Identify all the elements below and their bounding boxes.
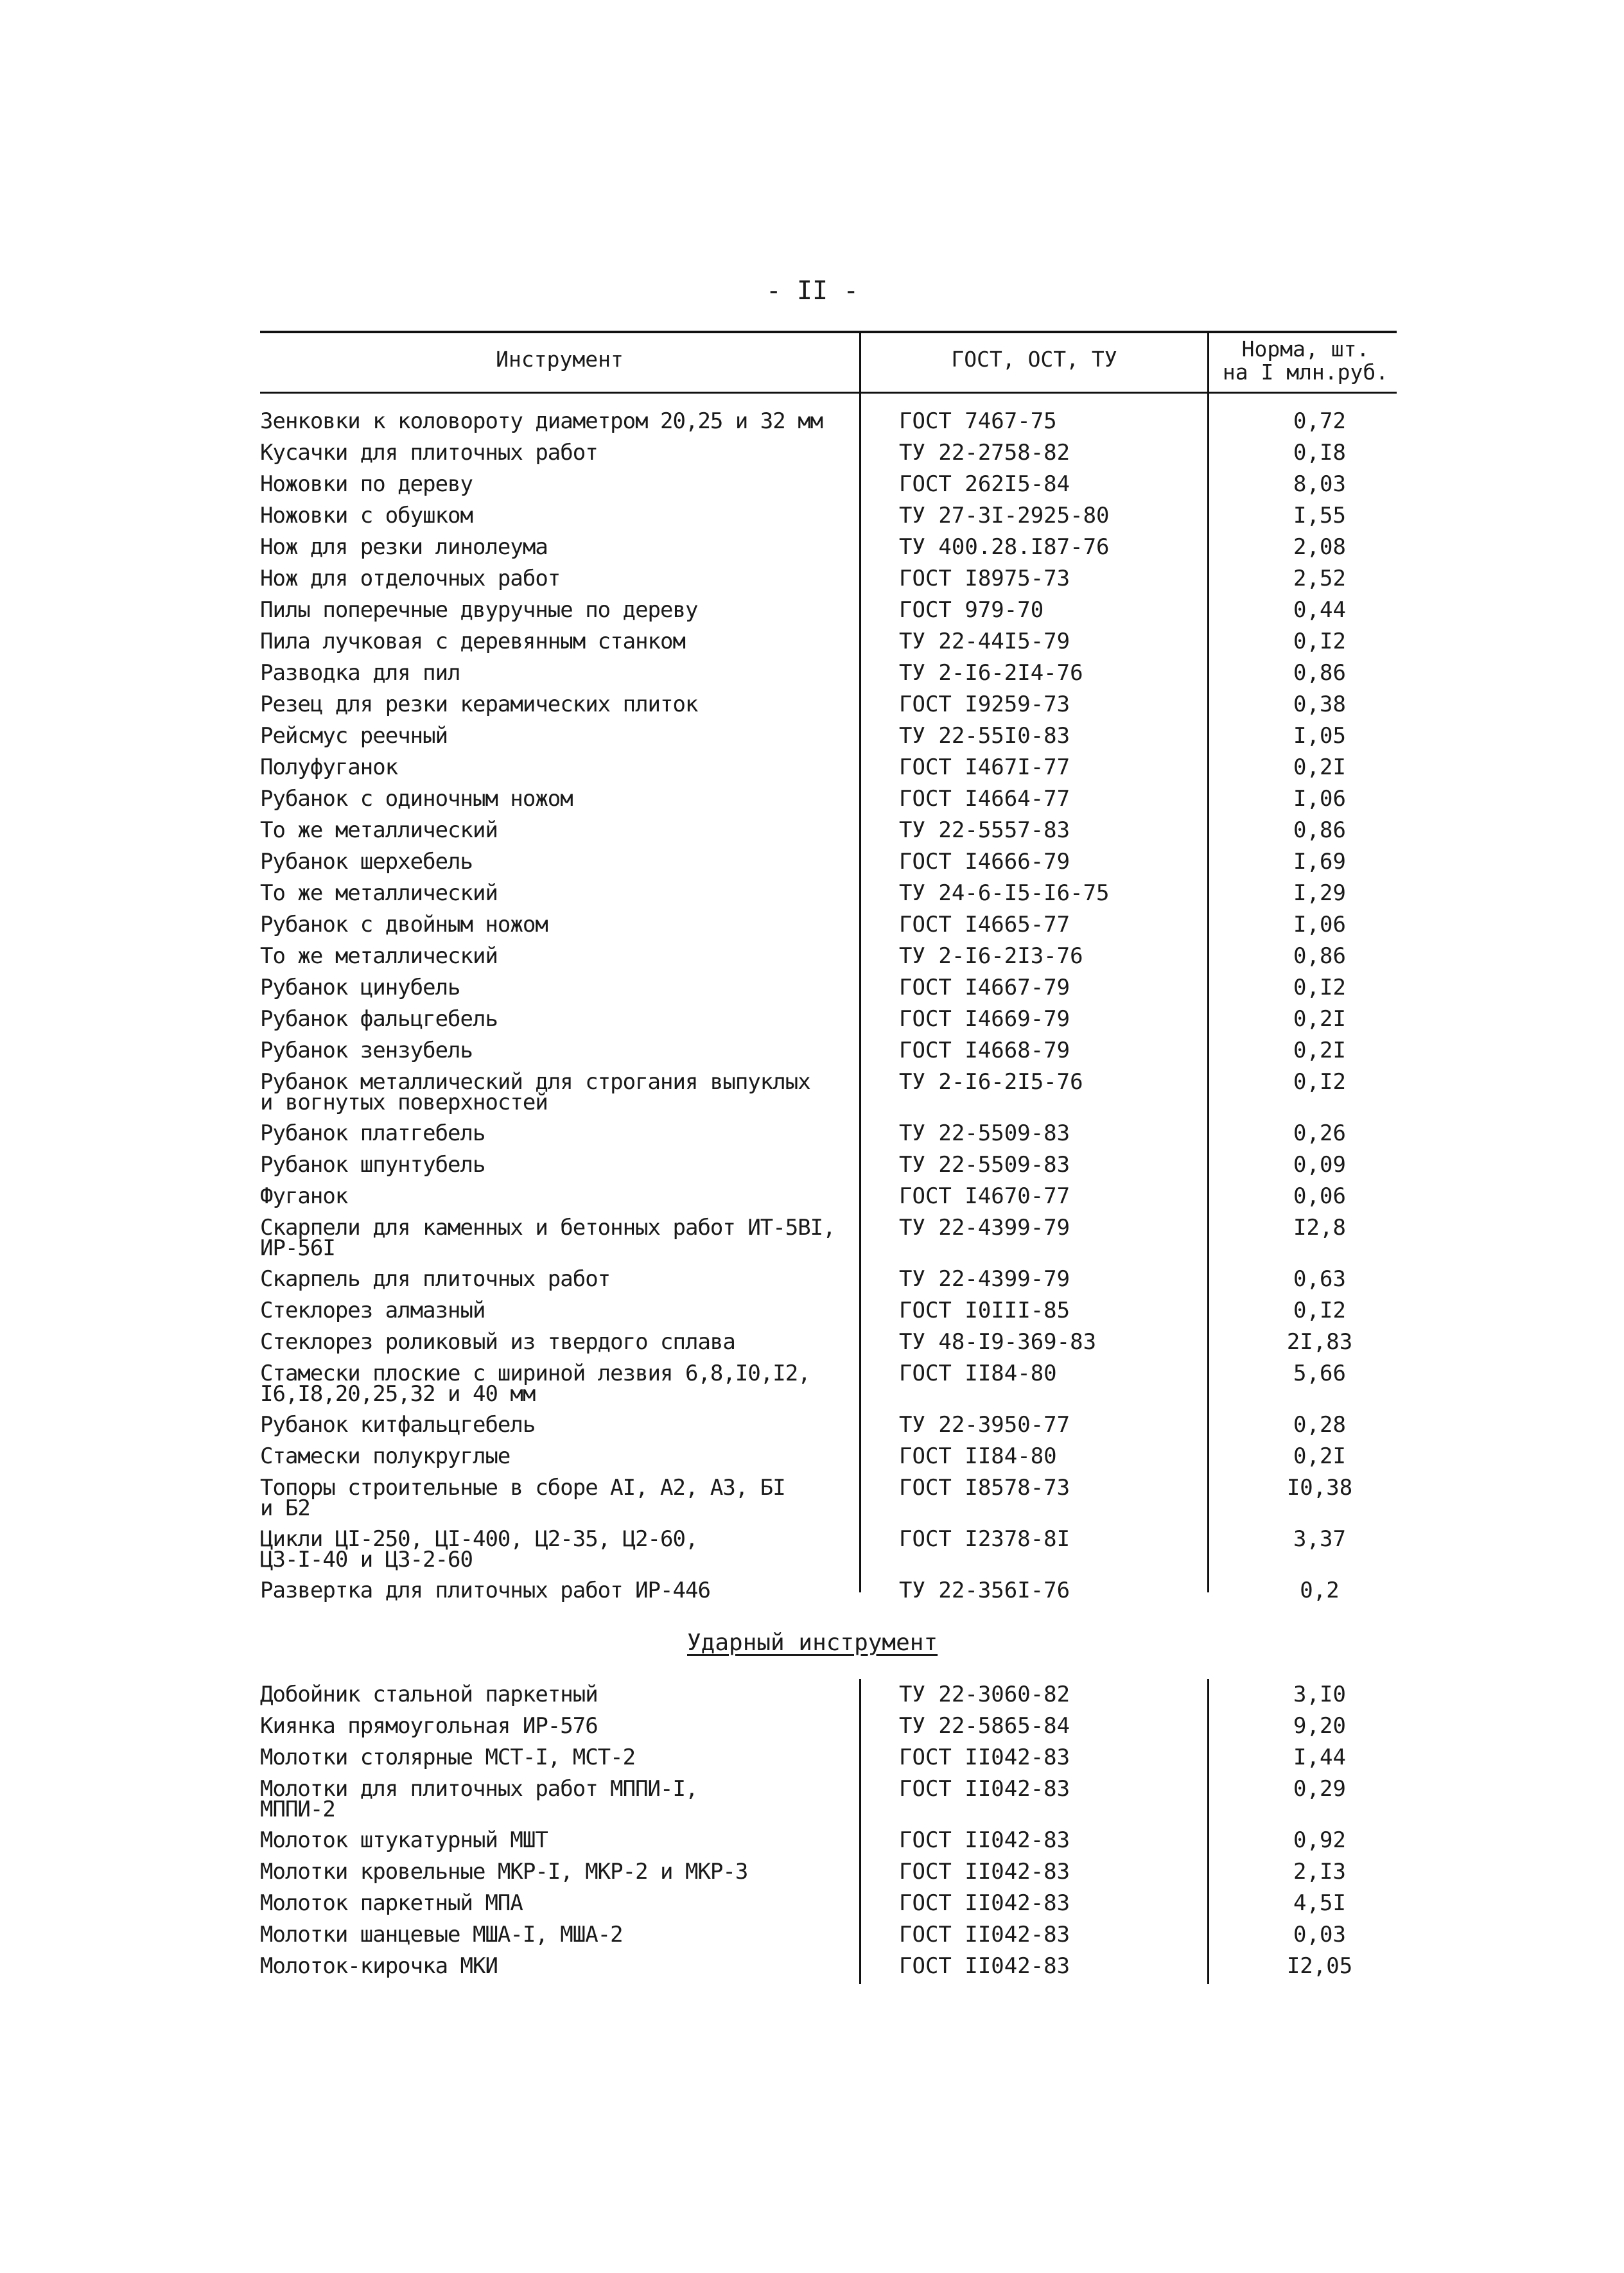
- gost-code: ТУ 27-3I-2925-80: [899, 503, 1110, 528]
- tool-name: Развертка для плиточных работ ИР-446: [260, 1578, 710, 1603]
- gost-code: ГОСТ II042-83: [899, 1922, 1070, 1947]
- gost-code: ТУ 24-6-I5-I6-75: [899, 880, 1110, 906]
- tool-name: Рубанок с двойным ножом: [260, 912, 548, 937]
- norm-value: 2I,83: [1286, 1329, 1353, 1355]
- tool-name: Нож для отделочных работ: [260, 566, 561, 591]
- tool-name: Кусачки для плиточных работ: [260, 440, 598, 466]
- tool-name: Разводка для пил: [260, 660, 460, 686]
- tool-name: Рубанок китфальцгебель: [260, 1412, 536, 1438]
- gost-code: ТУ 22-5865-84: [899, 1713, 1070, 1739]
- gost-code: ГОСТ I4666-79: [899, 849, 1070, 875]
- norm-value: 4,5I: [1293, 1890, 1346, 1916]
- tool-name: Стамески полукруглые: [260, 1443, 511, 1469]
- column-divider-1: [859, 331, 861, 1592]
- gost-code: ТУ 22-5509-83: [899, 1152, 1070, 1178]
- gost-code: ГОСТ I4667-79: [899, 975, 1070, 1000]
- tool-name: Молоток штукатурный МШТ: [260, 1827, 548, 1853]
- gost-code: ГОСТ II042-83: [899, 1859, 1070, 1885]
- tool-name: Полуфуганок: [260, 754, 398, 780]
- section-title: Ударный инструмент: [687, 1630, 938, 1656]
- gost-code: ГОСТ I9259-73: [899, 692, 1070, 717]
- gost-code: ГОСТ II042-83: [899, 1827, 1070, 1853]
- tool-name: Скарпели для каменных и бетонных работ ИТ-5ВI, ИР-56I: [260, 1215, 835, 1261]
- gost-code: ГОСТ 979-70: [899, 597, 1044, 623]
- gost-code: ГОСТ II042-83: [899, 1776, 1070, 1802]
- tool-name: Пила лучковая с деревянным станком: [260, 629, 685, 654]
- norm-value: I,69: [1293, 849, 1346, 875]
- gost-code: ТУ 22-5557-83: [899, 817, 1070, 843]
- gost-code: ТУ 22-2758-82: [899, 440, 1070, 466]
- gost-code: ТУ 400.28.I87-76: [899, 534, 1110, 560]
- norm-value: 0,44: [1293, 597, 1346, 623]
- gost-code: ГОСТ I467I-77: [899, 754, 1070, 780]
- tool-name: Молотки столярные МСТ-I, МСТ-2: [260, 1745, 636, 1770]
- gost-code: ГОСТ II042-83: [899, 1953, 1070, 1979]
- norm-value: 0,63: [1293, 1266, 1346, 1292]
- gost-code: ГОСТ II042-83: [899, 1890, 1070, 1916]
- tool-name: Киянка прямоугольная ИР-576: [260, 1713, 598, 1739]
- norm-value: I2,05: [1286, 1953, 1353, 1979]
- norm-value: I,06: [1293, 786, 1346, 812]
- gost-code: ТУ 22-3060-82: [899, 1682, 1070, 1707]
- norm-value: 0,2I: [1293, 1038, 1346, 1063]
- gost-code: ТУ 2-I6-2I5-76: [899, 1069, 1083, 1095]
- tool-name: Скарпель для плиточных работ: [260, 1266, 611, 1292]
- table-header-rule: [260, 392, 1397, 394]
- norm-value: 0,I8: [1293, 440, 1346, 466]
- gost-code: ГОСТ I0III-85: [899, 1298, 1070, 1323]
- tool-name: Цикли ЦI-250, ЦI-400, Ц2-35, Ц2-60, Ц3-I-40 и Ц3-2-60: [260, 1526, 698, 1572]
- gost-code: ТУ 2-I6-2I4-76: [899, 660, 1083, 686]
- norm-value: 0,29: [1293, 1776, 1346, 1802]
- gost-code: ГОСТ 7467-75: [899, 408, 1057, 434]
- tool-name: Молотки кровельные МКР-I, МКР-2 и МКР-3: [260, 1859, 748, 1885]
- tool-name: Резец для резки керамических плиток: [260, 692, 698, 717]
- gost-code: ГОСТ I8578-73: [899, 1475, 1070, 1501]
- tool-name: То же металлический: [260, 943, 498, 969]
- norm-value: I,06: [1293, 912, 1346, 937]
- norm-value: 3,37: [1293, 1526, 1346, 1552]
- norm-value: 0,I2: [1293, 1069, 1346, 1095]
- tool-name: Нож для резки линолеума: [260, 534, 548, 560]
- tool-name: Стеклорез алмазный: [260, 1298, 485, 1323]
- norm-value: 0,28: [1293, 1412, 1346, 1438]
- gost-code: ГОСТ I8975-73: [899, 566, 1070, 591]
- tool-name: Рубанок фальцгебель: [260, 1006, 498, 1032]
- norm-value: I,44: [1293, 1745, 1346, 1770]
- norm-value: I2,8: [1293, 1215, 1346, 1241]
- norm-value: 0,86: [1293, 943, 1346, 969]
- tool-name: Добойник стальной паркетный: [260, 1682, 598, 1707]
- gost-code: ГОСТ I4669-79: [899, 1006, 1070, 1032]
- tool-name: Фуганок: [260, 1183, 348, 1209]
- gost-code: ТУ 22-356I-76: [899, 1578, 1070, 1603]
- norm-value: 8,03: [1293, 471, 1346, 497]
- tool-name: То же металлический: [260, 880, 498, 906]
- tool-name: Рубанок шпунтубель: [260, 1152, 485, 1178]
- tool-name: Стеклорез роликовый из твердого сплава: [260, 1329, 735, 1355]
- norm-value: I,29: [1293, 880, 1346, 906]
- header-tool: Инструмент: [496, 347, 624, 372]
- gost-code: ТУ 22-5509-83: [899, 1120, 1070, 1146]
- gost-code: ТУ 2-I6-2I3-76: [899, 943, 1083, 969]
- gost-code: ГОСТ 262I5-84: [899, 471, 1070, 497]
- norm-value: 0,26: [1293, 1120, 1346, 1146]
- norm-value: 0,09: [1293, 1152, 1346, 1178]
- tool-name: Молотки для плиточных работ МППИ-I, МППИ-2: [260, 1776, 698, 1822]
- tool-name: Рубанок металлический для строгания выпуклых и вогнутых поверхностей: [260, 1069, 810, 1115]
- norm-value: 2,08: [1293, 534, 1346, 560]
- gost-code: ТУ 22-44I5-79: [899, 629, 1070, 654]
- norm-value: 0,I2: [1293, 975, 1346, 1000]
- gost-code: ГОСТ I4665-77: [899, 912, 1070, 937]
- tool-name: Молоток-кирочка МКИ: [260, 1953, 498, 1979]
- norm-value: 0,72: [1293, 408, 1346, 434]
- norm-value: 0,86: [1293, 817, 1346, 843]
- gost-code: ТУ 22-55I0-83: [899, 723, 1070, 749]
- tool-name: Молоток паркетный МПА: [260, 1890, 523, 1916]
- column-divider-3: [859, 1679, 861, 1984]
- gost-code: ТУ 22-3950-77: [899, 1412, 1070, 1438]
- tool-name: Рейсмус реечный: [260, 723, 448, 749]
- norm-value: 2,52: [1293, 566, 1346, 591]
- tool-name: Рубанок зензубель: [260, 1038, 473, 1063]
- tool-name: Ножовки с обушком: [260, 503, 473, 528]
- norm-value: I0,38: [1286, 1475, 1353, 1501]
- norm-value: I,05: [1293, 723, 1346, 749]
- gost-code: ГОСТ I4664-77: [899, 786, 1070, 812]
- tool-name: Молотки шанцевые МША-I, МША-2: [260, 1922, 623, 1947]
- norm-value: 5,66: [1293, 1361, 1346, 1386]
- norm-value: I,55: [1293, 503, 1346, 528]
- gost-code: ГОСТ II042-83: [899, 1745, 1070, 1770]
- norm-value: 0,2I: [1293, 1443, 1346, 1469]
- norm-value: 9,20: [1293, 1713, 1346, 1739]
- column-divider-2: [1207, 331, 1209, 1592]
- norm-value: 0,I2: [1293, 629, 1346, 654]
- tool-name: Рубанок платгебель: [260, 1120, 485, 1146]
- tool-name: Зенковки к коловороту диаметром 20,25 и 32 мм: [260, 408, 823, 434]
- norm-value: 0,06: [1293, 1183, 1346, 1209]
- norm-value: 0,86: [1293, 660, 1346, 686]
- gost-code: ТУ 48-I9-369-83: [899, 1329, 1097, 1355]
- header-gost: ГОСТ, ОСТ, ТУ: [951, 347, 1117, 372]
- norm-value: 0,2I: [1293, 1006, 1346, 1032]
- gost-code: ГОСТ II84-80: [899, 1361, 1057, 1386]
- gost-code: ГОСТ I2378-8I: [899, 1526, 1070, 1552]
- norm-value: 2,I3: [1293, 1859, 1346, 1885]
- norm-value: 0,92: [1293, 1827, 1346, 1853]
- column-divider-4: [1207, 1679, 1209, 1984]
- norm-value: 3,I0: [1293, 1682, 1346, 1707]
- norm-value: 0,38: [1293, 692, 1346, 717]
- header-norm-line2: на I млн.руб.: [1222, 360, 1389, 385]
- norm-value: 0,I2: [1293, 1298, 1346, 1323]
- tool-name: То же металлический: [260, 817, 498, 843]
- norm-value: 0,2: [1300, 1578, 1340, 1603]
- page-number: - II -: [765, 276, 859, 306]
- tool-name: Ножовки по дереву: [260, 471, 473, 497]
- gost-code: ГОСТ I4668-79: [899, 1038, 1070, 1063]
- gost-code: ГОСТ II84-80: [899, 1443, 1057, 1469]
- gost-code: ГОСТ I4670-77: [899, 1183, 1070, 1209]
- norm-value: 0,2I: [1293, 754, 1346, 780]
- tool-name: Рубанок цинубель: [260, 975, 460, 1000]
- header-norm-line1: Норма, шт.: [1241, 336, 1370, 361]
- gost-code: ТУ 22-4399-79: [899, 1266, 1070, 1292]
- tool-name: Рубанок с одиночным ножом: [260, 786, 573, 812]
- tool-name: Рубанок шерхебель: [260, 849, 473, 875]
- table-top-rule: [260, 331, 1397, 333]
- tool-name: Стамески плоские с шириной лезвия 6,8,I0,I2, I6,I8,20,25,32 и 40 мм: [260, 1361, 810, 1407]
- tool-name: Топоры строительные в сборе АI, А2, А3, БI и Б2: [260, 1475, 785, 1521]
- tool-name: Пилы поперечные двуручные по дереву: [260, 597, 698, 623]
- norm-value: 0,03: [1293, 1922, 1346, 1947]
- gost-code: ТУ 22-4399-79: [899, 1215, 1070, 1241]
